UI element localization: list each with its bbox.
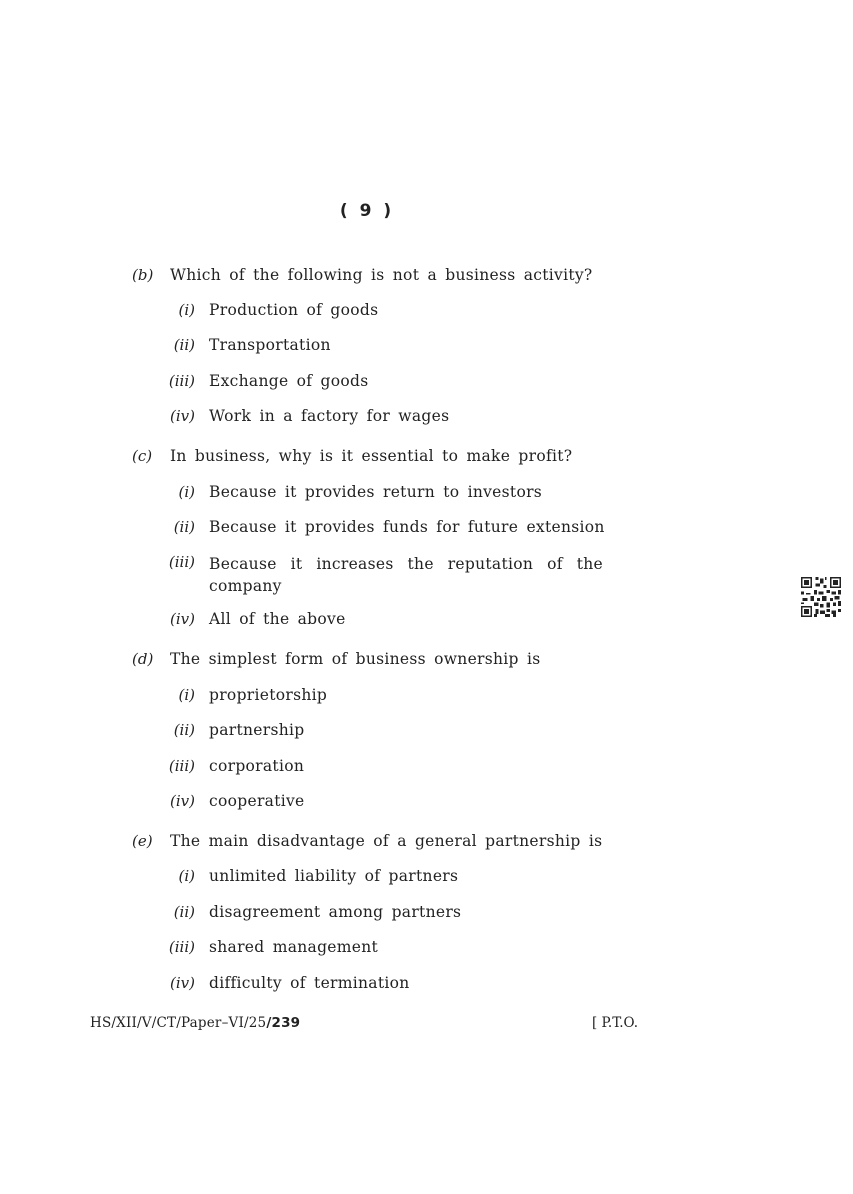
option-text: cooperative — [209, 792, 305, 810]
option-label: (i) — [178, 483, 195, 501]
option-text: Exchange of goods — [209, 372, 369, 390]
option-label: (ii) — [173, 903, 195, 921]
option-label: (i) — [178, 867, 195, 885]
option-text: corporation — [209, 757, 305, 775]
option-text: Production of goods — [209, 301, 379, 319]
question-text: Which of the following is not a business activity? — [170, 266, 593, 284]
question-text: In business, why is it essential to make profit? — [170, 447, 573, 465]
option-text: difficulty of termination — [209, 974, 410, 992]
question-label: (b) — [132, 266, 154, 284]
page-number: ( 9 ) — [339, 201, 395, 221]
option-label: (ii) — [173, 336, 195, 354]
option-label: (ii) — [173, 721, 195, 739]
question-text: The main disadvantage of a general partnership is — [170, 832, 603, 850]
qr-code-icon — [801, 577, 841, 617]
option-text: proprietorship — [209, 686, 328, 704]
option-label: (iv) — [170, 407, 195, 425]
option-text: All of the above — [209, 610, 346, 628]
option-label: (iii) — [168, 757, 195, 775]
paper-code — [90, 1015, 300, 1031]
option-label: (iv) — [170, 974, 195, 992]
question-text: The simplest form of business ownership is — [170, 650, 541, 668]
paper-code-text: HS/XII/V/CT/Paper–VI/25 — [90, 1015, 267, 1031]
option-text: unlimited liability of partners — [209, 867, 459, 885]
option-label: (ii) — [173, 518, 195, 536]
option-label: (i) — [178, 686, 195, 704]
option-text: Because it provides funds for future extension — [209, 518, 605, 536]
option-label: (iv) — [170, 792, 195, 810]
option-text: Work in a factory for wages — [209, 407, 450, 425]
pto-label: [ P.T.O. — [592, 1015, 639, 1031]
question-label: (e) — [132, 832, 153, 850]
option-text: partnership — [209, 721, 305, 739]
option-text: Because it provides return to investors — [209, 483, 543, 501]
option-text: disagreement among partners — [209, 903, 462, 921]
option-label: (iii) — [168, 938, 195, 956]
option-label: (iii) — [168, 372, 195, 390]
option-label: (iv) — [170, 610, 195, 628]
option-text: shared management — [209, 938, 379, 956]
question-label: (d) — [132, 650, 154, 668]
paper-code-number: /239 — [266, 1015, 301, 1031]
option-text: Because it increases the reputation of the company — [209, 555, 603, 595]
option-text: Transportation — [209, 336, 331, 354]
option-label: (i) — [178, 301, 195, 319]
question-label: (c) — [132, 447, 153, 465]
option-label: (iii) — [168, 553, 195, 571]
